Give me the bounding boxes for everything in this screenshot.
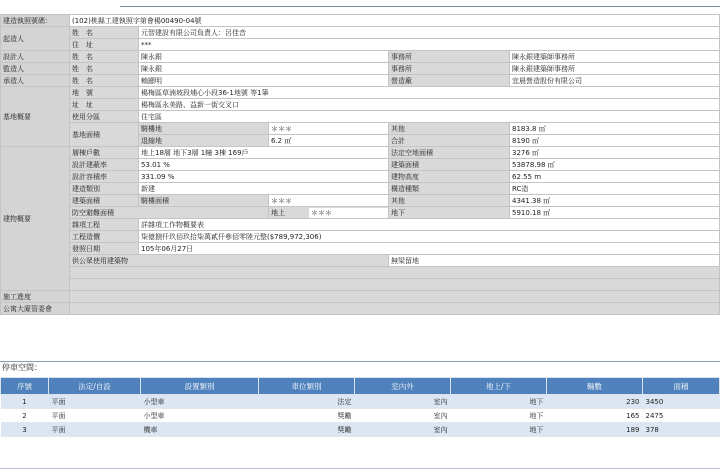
designer-row: [1, 51, 720, 63]
bldg-misc-label: 雜項工程: [70, 219, 139, 231]
bldg-other: 4341.38 ㎡: [510, 195, 720, 207]
bldg-public-label: 供公眾使用建築物: [70, 255, 389, 267]
bldg-type: 新建: [139, 183, 389, 195]
parking-cell-legal: 平面: [49, 423, 141, 437]
site-zone-row: [1, 111, 720, 123]
builder-name-row: [1, 27, 720, 39]
parking-cell-category: 小型車: [141, 409, 259, 423]
bldg-spacer-row-1: [1, 267, 720, 279]
builder-addr-label: 住 址: [70, 39, 139, 51]
parking-table: [0, 377, 720, 437]
license-row: [1, 15, 720, 27]
contractor-firm-label: 營造廠: [389, 75, 510, 87]
bldg-height-label: 建物高度: [389, 171, 510, 183]
license-number: (102)桃縣工建執照字第會楊00490-04號: [70, 15, 720, 27]
bldg-cost: 柒億捌仟玖佰玖拾柒萬貳仟參佰零陸元整($789,972,306): [139, 231, 720, 243]
bldg-far: 331.09 %: [139, 171, 389, 183]
parking-cell-area: 378: [643, 423, 720, 437]
site-addr-row: [1, 99, 720, 111]
designer-name-label: 姓 名: [70, 51, 139, 63]
parking-cell-level: 地下: [451, 423, 547, 437]
parking-cell-indoor: 室內: [355, 409, 451, 423]
parking-cell-count: 189: [547, 423, 643, 437]
bldg-shelter-row: [1, 207, 720, 219]
bldg-type-label: 建造類別: [70, 183, 139, 195]
supervisor-firm-label: 事務所: [389, 63, 510, 75]
bldg-shelter-label: 防空避難面積: [70, 207, 269, 219]
bldg-date: 105年06月27日: [139, 243, 720, 255]
parking-header-area: 面積: [643, 378, 720, 395]
supervisor-firm: 陳永銀建築師事務所: [510, 63, 720, 75]
parking-cell-area: 3450: [643, 395, 720, 409]
bldg-floors-row: [1, 147, 720, 159]
supervisor-section-label: 監造人: [1, 63, 70, 75]
parking-section-title: 停車空間：: [0, 361, 720, 374]
table-row: [1, 423, 720, 437]
bldg-cost-row: [1, 231, 720, 243]
parking-cell-seq: 1: [1, 395, 49, 409]
bldg-below-label: 地下: [389, 207, 510, 219]
bldg-floors-label: 層棟戶數: [70, 147, 139, 159]
committee-row: [1, 303, 720, 315]
parking-cell-category: 機車: [141, 423, 259, 437]
bldg-above: ＊＊＊: [309, 208, 389, 218]
bldg-spacer-2: [70, 279, 720, 291]
parking-cell-space-type: 法定: [259, 395, 355, 409]
supervisor-name: 陳永銀: [139, 63, 389, 75]
parking-cell-space-type: 獎勵: [259, 409, 355, 423]
parking-header-count: 輛數: [547, 378, 643, 395]
bldg-far-row: [1, 171, 720, 183]
parking-cell-indoor: 室內: [355, 423, 451, 437]
bldg-floors: 地上18層 地下3層 1幢 3棟 169戶: [139, 147, 389, 159]
bldg-date-label: 發照日期: [70, 243, 139, 255]
bldg-far-label: 設計容積率: [70, 171, 139, 183]
bldg-area-row: [1, 195, 720, 207]
table-row: [1, 409, 720, 423]
bldg-struct: RC造: [510, 183, 720, 195]
supervisor-row: [1, 63, 720, 75]
bldg-footprint: 53878.98 ㎡: [510, 159, 720, 171]
bldg-misc-row: [1, 219, 720, 231]
parking-cell-legal: 平面: [49, 409, 141, 423]
site-setback-label: 退縮地: [139, 135, 269, 147]
parking-cell-legal: 平面: [49, 395, 141, 409]
site-area-row-1: [1, 123, 720, 135]
site-other-label: 其他: [389, 123, 510, 135]
site-arcade: ＊＊＊: [269, 123, 389, 135]
builder-addr: ***: [139, 39, 720, 51]
contractor-name: 賴顯明: [139, 75, 389, 87]
site-addr: 楊梅區永美路、益新一街交叉口: [139, 99, 720, 111]
site-zone: 住宅區: [139, 111, 720, 123]
bldg-spacer-1: [70, 267, 720, 279]
designer-firm: 陳永銀建築師事務所: [510, 51, 720, 63]
contractor-name-label: 姓 名: [70, 75, 139, 87]
license-info-table: [0, 14, 720, 315]
bldg-arcade-label: 騎樓面積: [139, 195, 269, 207]
designer-section-label: 設計人: [1, 51, 70, 63]
supervisor-name-label: 姓 名: [70, 63, 139, 75]
builder-name: 元智建設有限公司負責人：呂佳音: [139, 27, 720, 39]
committee-label: 公寓大廈管委會: [1, 303, 70, 315]
bldg-other-label: 其他: [389, 195, 510, 207]
bldg-public-row: [1, 255, 720, 267]
parking-cell-area: 2475: [643, 409, 720, 423]
bldg-type-row: [1, 183, 720, 195]
parking-cell-level: 地下: [451, 395, 547, 409]
parking-cell-category: 小型車: [141, 395, 259, 409]
builder-addr-row: [1, 39, 720, 51]
site-arcade-label: 騎樓地: [139, 123, 269, 135]
bldg-height: 62.55 m: [510, 171, 720, 183]
parking-header-category: 設置類別: [141, 378, 259, 395]
contractor-section-label: 承造人: [1, 75, 70, 87]
parking-header-legal: 法定/自設: [49, 378, 141, 395]
bldg-cost-label: 工程造價: [70, 231, 139, 243]
parking-header-seq: 序號: [1, 378, 49, 395]
progress-row: [1, 291, 720, 303]
bldg-above-cell: [269, 207, 389, 219]
bldg-below: 5910.18 ㎡: [510, 207, 720, 219]
site-total-label: 合計: [389, 135, 510, 147]
bldg-legal-open-label: 法定空地面積: [389, 147, 510, 159]
site-lot-row: [1, 87, 720, 99]
bldg-footprint-label: 建築面積: [389, 159, 510, 171]
footer-divider: [0, 468, 720, 469]
header-divider: [120, 6, 720, 7]
site-addr-label: 址 址: [70, 99, 139, 111]
bldg-legal-open: 3276 ㎡: [510, 147, 720, 159]
site-other: 8183.8 ㎡: [510, 123, 720, 135]
site-total: 8190 ㎡: [510, 135, 720, 147]
site-lot-label: 地 號: [70, 87, 139, 99]
parking-header-space-type: 車位類別: [259, 378, 355, 395]
parking-header-row: [1, 378, 720, 395]
bldg-spacer-row-2: [1, 279, 720, 291]
parking-cell-seq: 3: [1, 423, 49, 437]
bldg-public: 無梁留地: [389, 255, 720, 267]
contractor-row: [1, 75, 720, 87]
parking-cell-indoor: 室內: [355, 395, 451, 409]
progress-label: 施工進度: [1, 291, 70, 303]
committee-value: [70, 303, 720, 315]
parking-header-level: 地上/下: [451, 378, 547, 395]
parking-cell-count: 165: [547, 409, 643, 423]
bldg-misc: 詳雜項工作物概要表: [139, 219, 720, 231]
designer-name: 陳永銀: [139, 51, 389, 63]
site-setback: 6.2 ㎡: [269, 135, 389, 147]
site-area-label: 基地面積: [70, 123, 139, 147]
parking-header-indoor: 室內外: [355, 378, 451, 395]
bldg-date-row: [1, 243, 720, 255]
table-row: [1, 395, 720, 409]
license-label: 建造執照號碼：: [1, 15, 70, 27]
bldg-above-label: 地上: [271, 208, 285, 217]
builder-section-label: 起造人: [1, 27, 70, 51]
site-section-label: 基地概要: [1, 87, 70, 147]
parking-cell-level: 地下: [451, 409, 547, 423]
bldg-struct-label: 構造種類: [389, 183, 510, 195]
bldg-coverage-label: 設計建蔽率: [70, 159, 139, 171]
parking-cell-space-type: 獎勵: [259, 423, 355, 437]
bldg-area-label: 建築面積: [70, 195, 139, 207]
building-section-label: 建物概要: [1, 147, 70, 291]
builder-name-label: 姓 名: [70, 27, 139, 39]
contractor-firm: 宜晨營造股份有限公司: [510, 75, 720, 87]
parking-cell-count: 230: [547, 395, 643, 409]
parking-cell-seq: 2: [1, 409, 49, 423]
bldg-coverage: 53.01 %: [139, 159, 389, 171]
site-zone-label: 使用分區: [70, 111, 139, 123]
bldg-arcade: ＊＊＊: [269, 195, 389, 207]
designer-firm-label: 事務所: [389, 51, 510, 63]
bldg-coverage-row: [1, 159, 720, 171]
site-lot: 楊梅區草湳坡段埔心小段36-1地號 等1筆: [139, 87, 720, 99]
progress-value: [70, 291, 720, 303]
